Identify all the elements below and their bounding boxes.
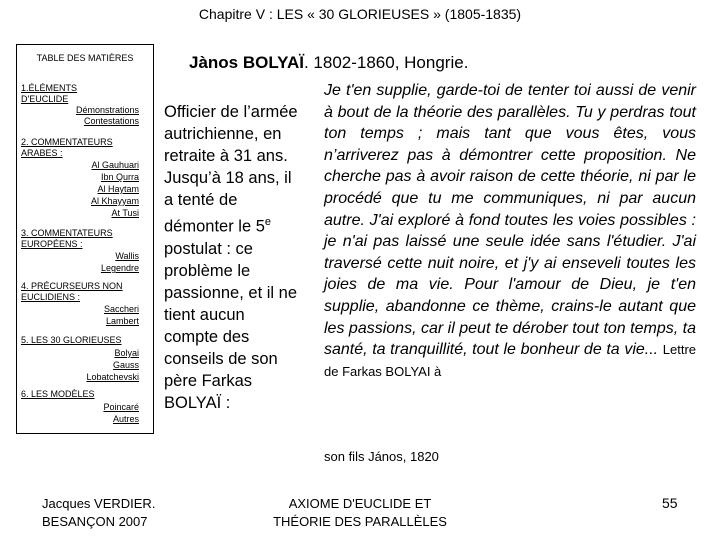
bio-line: Jusqu’à 18 ans, il [164, 169, 292, 187]
quote-attribution-cont: son fils János, 1820 [324, 449, 439, 464]
quote-attribution: Lettre de Farkas BOLYAI à [324, 342, 697, 379]
footer-author-name: Jacques VERDIER. [42, 496, 156, 511]
toc-section-europeens[interactable]: 3. COMMENTATEURS EUROPÉENS : [21, 228, 113, 249]
bio-text [164, 101, 312, 414]
toc-link-ibn-qurra[interactable]: Ibn Qurra [100, 172, 139, 182]
toc-link-legendre[interactable]: Legendre [100, 263, 139, 273]
toc-link-al-gauhuari[interactable]: Al Gauhuari [91, 160, 139, 170]
toc-link-autres[interactable]: Autres [112, 414, 139, 424]
toc-link-al-khayyam[interactable]: Al Khayyam [90, 196, 139, 206]
bio-line: conseils de son [164, 349, 278, 368]
toc-section-arabes[interactable]: 2. COMMENTATEURS ARABES : [21, 137, 113, 158]
toc-section-precurseurs[interactable]: 4. PRÉCURSEURS NON EUCLIDIENS : [21, 281, 123, 302]
toc-title: TABLE DES MATIÈRES [36, 53, 134, 63]
bio-line: compte des [164, 327, 250, 346]
quote-text: Je t'en supplie, garde-toi de tenter toi aussi de venir à bout de la théorie des parallèles. Tu y perdras tout ton temps ; mais tant que vous êtes, vous n’arriverez pas à démontrer cette proposition. Ne cherche pas à avoir raison de cette théorie, ni par le procédé que tu me communiques, ni par aucun autre. J'ai exploré à fond toutes les voies possibles : je n'ai pas laissé une seule idée sans l'étudier. J'ai traversé cette nuit noire, et j'y ai enseveli toutes les joies de ma vie. Pour l'amour de Dieu, je t'en supplie, abandonne ce thème, crains-le autant que les passions, car il peut te dérober tout ton temps, ta santé, ta tranquillité, tout le bonheur de ta vie... [324, 82, 696, 359]
bio-line: problème le [164, 261, 251, 280]
footer-author-place: BESANÇON 2007 [42, 514, 148, 529]
bio-line: postulat : ce [164, 239, 253, 258]
toc-section-modeles[interactable]: 6. LES MODÈLES [21, 389, 95, 399]
toc-link-poincare[interactable]: Poincaré [103, 402, 139, 412]
farkas-quote [324, 80, 696, 382]
toc-link-bolyai[interactable]: Bolyai [114, 348, 139, 358]
toc-link-al-haytam[interactable]: Al Haytam [97, 184, 139, 194]
bio-line: BOLYAÏ : [164, 393, 231, 412]
toc-link-demonstrations[interactable]: Démonstrations [75, 105, 139, 115]
bio-line: père Farkas [164, 371, 253, 390]
bio-superscript: e [264, 216, 272, 228]
toc-section-30-glorieuses[interactable]: 5. LES 30 GLORIEUSES [21, 335, 122, 345]
footer-title-line1: AXIOME D'EUCLIDE ET [288, 496, 432, 511]
toc-link-lobatchevski[interactable]: Lobatchevski [86, 372, 139, 382]
toc-panel [16, 44, 154, 434]
footer-author [42, 495, 155, 531]
page-number: 55 [662, 495, 678, 511]
toc-link-lambert[interactable]: Lambert [105, 316, 139, 326]
bio-line: retraite à 31 ans. [164, 147, 288, 165]
slide-heading [189, 53, 468, 73]
toc-link-gauss[interactable]: Gauss [112, 360, 139, 370]
bio-line-text: démonter le 5 [164, 217, 265, 236]
bio-line: a tenté de [164, 191, 238, 209]
toc-link-at-tusi[interactable]: At Tusi [111, 208, 139, 218]
toc-link-contestations[interactable]: Contestations [83, 116, 139, 126]
bio-line: autrichienne, en [164, 125, 282, 143]
toc-link-wallis[interactable]: Wallis [115, 251, 139, 261]
bio-line: Officier de l’armée [164, 103, 298, 121]
footer-title [240, 495, 480, 531]
chapter-title: Chapitre V : LES « 30 GLORIEUSES » (1805-1835) [198, 6, 522, 22]
toc-section-elements[interactable]: 1.ÉLÉMENTS D'EUCLIDE [21, 83, 78, 104]
heading-dates: . 1802-1860, Hongrie. [303, 53, 469, 72]
toc-link-saccheri[interactable]: Saccheri [103, 304, 139, 314]
heading-name: Jànos BOLYAÏ [189, 53, 304, 72]
bio-line: tient aucun [164, 305, 245, 324]
bio-line: passionne, et il ne [164, 283, 298, 302]
bio-line [164, 211, 312, 238]
footer-title-line2: THÉORIE DES PARALLÈLES [273, 514, 447, 529]
